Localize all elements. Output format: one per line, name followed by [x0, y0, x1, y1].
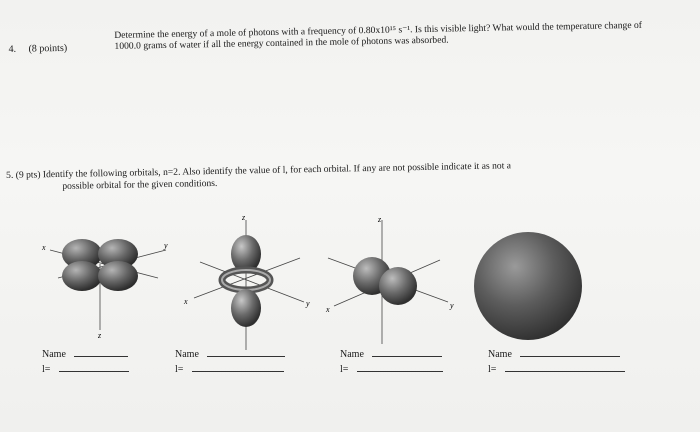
orbital-3-l-label: l= [340, 364, 349, 375]
orbital-1-diagram [40, 212, 180, 342]
orbital-1-l-field[interactable] [42, 362, 129, 375]
question-4-number: 4. [8, 43, 17, 55]
orbital-1-lobe [62, 261, 102, 291]
orbital-3-name-label: Name [340, 349, 364, 360]
orbital-2-axis-label: y [306, 299, 310, 308]
orbital-1-name-line[interactable] [74, 347, 128, 357]
orbital-2-l-line[interactable] [192, 362, 284, 372]
orbital-4-l-label: l= [488, 364, 497, 375]
orbital-3-name-line[interactable] [372, 347, 442, 357]
orbital-3-diagram [318, 210, 468, 350]
orbital-4-diagram [462, 228, 592, 344]
orbital-4-name-label: Name [488, 349, 512, 360]
orbital-1-axis-label: x [42, 243, 46, 252]
orbital-1-l-line[interactable] [59, 362, 129, 372]
orbital-2-lobe [231, 289, 261, 327]
orbital-1-axis-label: z [98, 331, 102, 340]
orbital-2-name-label: Name [175, 349, 199, 360]
orbital-2-diagram [180, 210, 320, 360]
question-5-line-1: 5. (9 pts) Identify the following orbitals, n=2. Also identify the value of l, for each orbital. If any are not possible indicate it as not a [6, 160, 512, 181]
orbital-2-axis-label: z [242, 213, 246, 222]
orbital-3-l-field[interactable] [340, 362, 443, 375]
orbital-1-lobe [98, 261, 138, 291]
orbital-4-l-field[interactable] [488, 362, 625, 375]
question-5-text [6, 157, 696, 193]
orbital-3-lobe [379, 267, 417, 305]
orbital-2-l-label: l= [175, 364, 184, 375]
orbital-2-axis-label: x [184, 297, 188, 306]
orbital-3-axis-label: y [450, 301, 454, 310]
orbital-4-sphere [474, 232, 582, 340]
orbital-3-axis-label: x [326, 305, 330, 314]
question-4-text: Determine the energy of a mole of photons with a frequency of 0.80x10¹⁵ s⁻¹. Is this visible light? What would the temperature change of 1000.0 grams of water if all the energy contained in the mole of photons was absorbed. [114, 19, 643, 52]
orbital-3-l-line[interactable] [357, 362, 443, 372]
orbital-1-axis-label: y [164, 241, 168, 250]
orbital-1-name-field[interactable] [42, 347, 128, 360]
orbital-2-l-field[interactable] [175, 362, 284, 375]
orbital-3-axis-label: z [378, 215, 382, 224]
orbital-4-name-field[interactable] [488, 347, 620, 360]
question-4 [8, 9, 688, 55]
orbital-1-name-label: Name [42, 349, 66, 360]
orbital-4-name-line[interactable] [520, 347, 620, 357]
orbital-2-name-line[interactable] [207, 347, 285, 357]
orbital-2-name-field[interactable] [175, 347, 285, 360]
question-5 [6, 157, 696, 193]
orbital-3-name-field[interactable] [340, 347, 442, 360]
orbital-4-l-line[interactable] [505, 362, 625, 372]
question-4-points: (8 points) [28, 42, 68, 55]
orbital-1-l-label: l= [42, 364, 51, 375]
question-5-line-2: possible orbital for the given conditions. [62, 177, 218, 192]
